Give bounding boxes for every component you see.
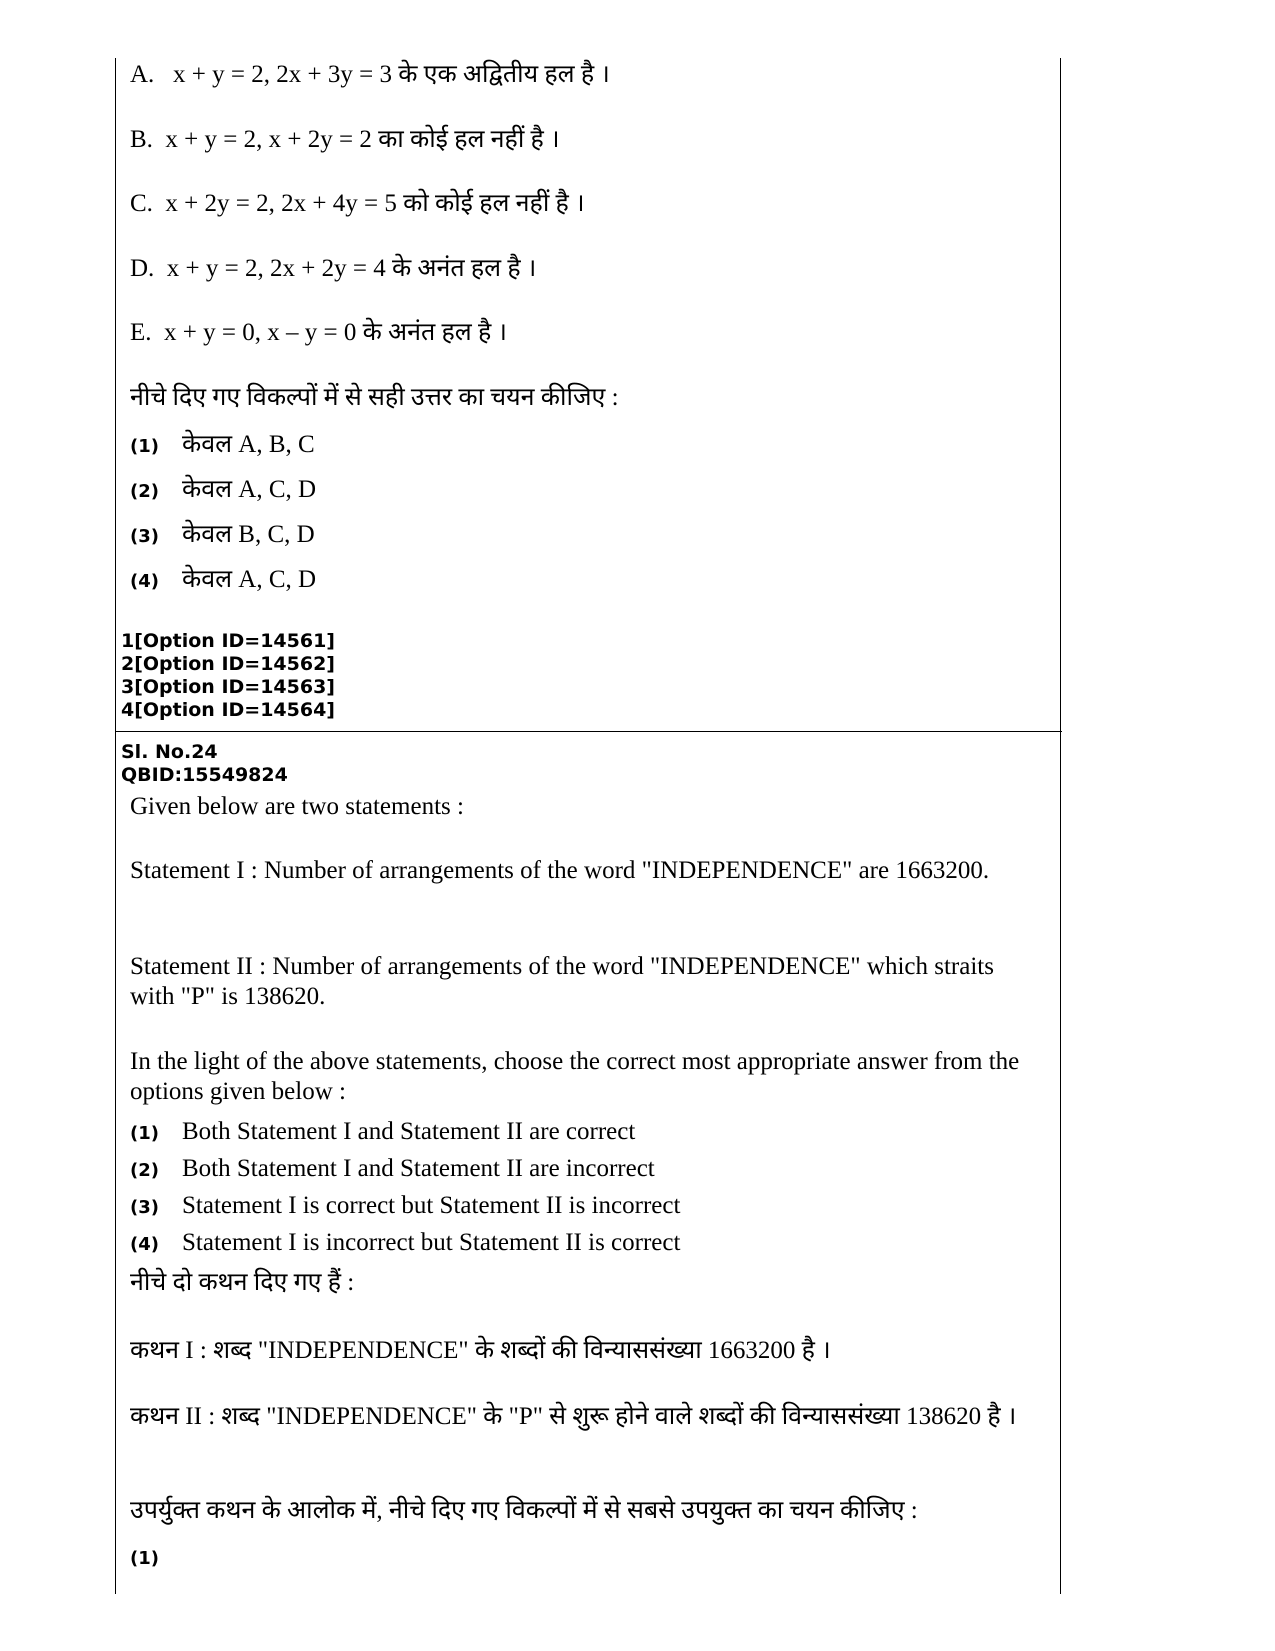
- prev-option-2: [130, 471, 1045, 505]
- prev-option-3: [130, 516, 1045, 550]
- serial-number: Sl. No.24: [121, 741, 218, 763]
- statement-d: D. x + y = 2, 2x + 2y = 4 के अनंत हल है ।: [130, 255, 537, 282]
- option-number: (4): [130, 1234, 159, 1255]
- prev-option-1: [130, 426, 1045, 460]
- option-1: [130, 1118, 1045, 1146]
- option-2: [130, 1155, 1045, 1183]
- statement-c: C. x + 2y = 2, 2x + 4y = 5 को कोई हल नहीं है ।: [130, 190, 585, 217]
- option-number: (4): [130, 571, 159, 592]
- hindi-statement-1: कथन I : शब्द "INDEPENDENCE" के शब्दों की विन्याससंख्या 1663200 है ।: [130, 1337, 831, 1364]
- statement-b: B. x + y = 2, x + 2y = 2 का कोई हल नहीं है ।: [130, 126, 560, 153]
- option-text: केवल B, C, D: [182, 521, 315, 548]
- option-3: [130, 1192, 1045, 1220]
- option-id: 2[Option ID=14562]: [121, 653, 335, 675]
- hindi-instruction: उपर्युक्त कथन के आलोक में, नीचे दिए गए विकल्पों में से सबसे उपयुक्त का चयन कीजिए :: [130, 1497, 918, 1524]
- option-text: केवल A, C, D: [182, 566, 317, 593]
- statement-e: E. x + y = 0, x – y = 0 के अनंत हल है ।: [130, 319, 507, 346]
- hindi-option-1: [130, 1548, 1045, 1569]
- option-number: (1): [130, 1123, 159, 1144]
- question-divider: [115, 731, 1062, 732]
- option-text: Both Statement I and Statement II are correct: [182, 1118, 636, 1145]
- option-number: (1): [130, 436, 159, 457]
- question-instruction: In the light of the above statements, choose the correct most appropriate answer from the options given below :: [130, 1048, 1026, 1105]
- hindi-intro: नीचे दो कथन दिए गए हैं :: [130, 1269, 355, 1296]
- option-number: (2): [130, 481, 159, 502]
- question-intro: Given below are two statements :: [130, 793, 464, 820]
- option-text: Statement I is correct but Statement II is incorrect: [182, 1192, 681, 1219]
- hindi-statement-2: कथन II : शब्द "INDEPENDENCE" के "P" से शुरू होने वाले शब्दों की विन्याससंख्या 138620 है ।: [130, 1403, 1017, 1430]
- option-id: 1[Option ID=14561]: [121, 630, 335, 652]
- option-text: Statement I is incorrect but Statement II is correct: [182, 1229, 681, 1256]
- statement-1: Statement I : Number of arrangements of the word "INDEPENDENCE" are 1663200.: [130, 857, 990, 884]
- option-number: (1): [130, 1548, 159, 1569]
- option-number: (3): [130, 526, 159, 547]
- question-header: [121, 741, 721, 787]
- option-text: केवल A, C, D: [182, 476, 317, 503]
- statement-a: A. x + y = 2, 2x + 3y = 3 के एक अद्वितीय हल है ।: [130, 61, 610, 88]
- prev-prompt: नीचे दिए गए विकल्पों में से सही उत्तर का चयन कीजिए :: [130, 384, 619, 411]
- option-text: Both Statement I and Statement II are incorrect: [182, 1155, 655, 1182]
- option-4: [130, 1229, 1045, 1257]
- option-id-list: [121, 630, 721, 722]
- prev-option-4: [130, 561, 1045, 595]
- option-id: 4[Option ID=14564]: [121, 699, 335, 721]
- qbid: QBID:15549824: [121, 764, 288, 786]
- statement-2: Statement II : Number of arrangements of the word "INDEPENDENCE" which straits with "P" is 138620.: [130, 953, 1001, 1010]
- option-id: 3[Option ID=14563]: [121, 676, 335, 698]
- option-text: केवल A, B, C: [182, 431, 315, 458]
- option-number: (2): [130, 1160, 159, 1181]
- option-number: (3): [130, 1197, 159, 1218]
